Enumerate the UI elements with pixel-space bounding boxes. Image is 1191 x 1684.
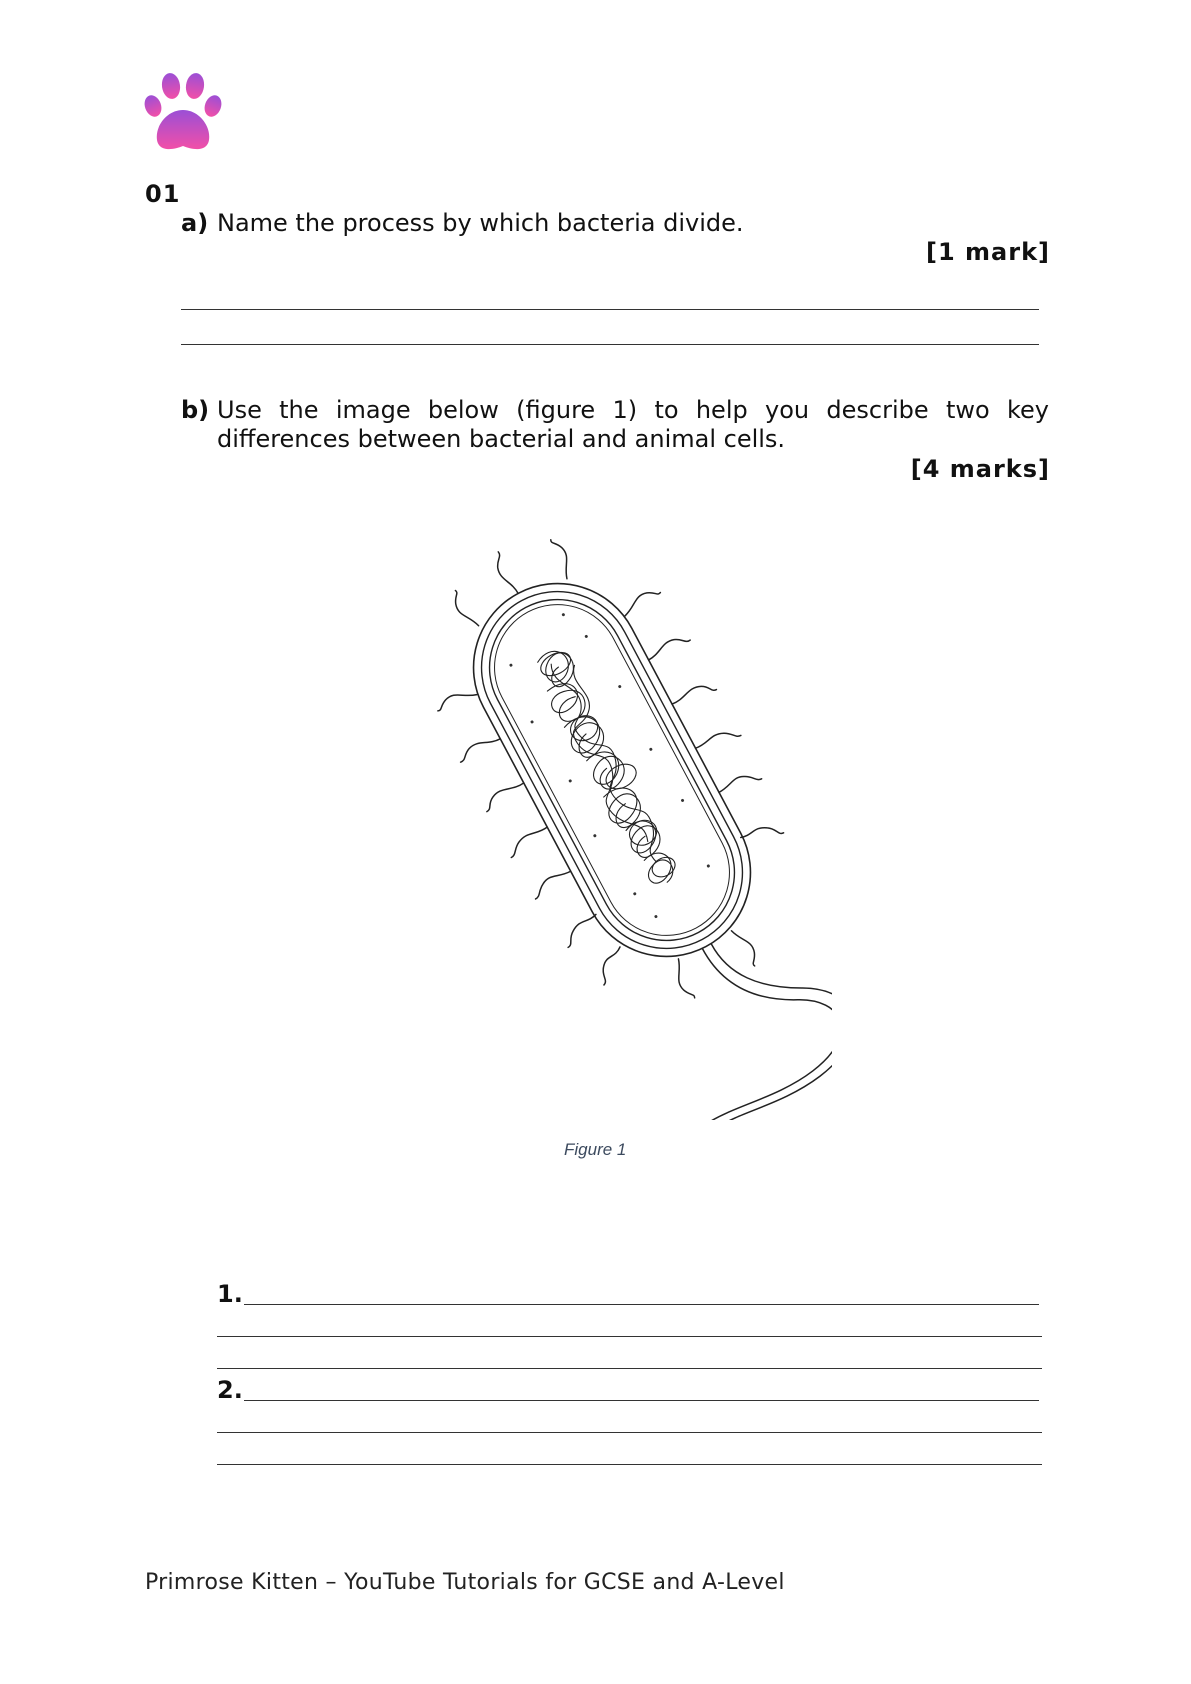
paw-print-logo-icon	[143, 70, 223, 154]
answer-line[interactable]	[217, 1336, 1042, 1337]
part-a-marks: [1 mark]	[926, 238, 1050, 266]
page-footer: Primrose Kitten – YouTube Tutorials for GCSE and A-Level	[145, 1570, 785, 1595]
answer-line[interactable]	[181, 344, 1039, 345]
answer-line[interactable]	[217, 1368, 1042, 1369]
answer-label-2: 2.	[217, 1376, 243, 1404]
part-a-letter: a)	[181, 209, 209, 237]
answer-line[interactable]	[217, 1464, 1042, 1465]
bacterial-cell-figure	[432, 520, 832, 1120]
answer-line[interactable]	[244, 1304, 1039, 1305]
question-number: 01	[145, 180, 181, 208]
answer-line[interactable]	[217, 1432, 1042, 1433]
nucleoid	[528, 642, 689, 892]
part-b-marks: [4 marks]	[910, 455, 1050, 483]
part-a-text: Name the process by which bacteria divide.	[217, 209, 744, 237]
cell-body	[432, 520, 832, 1120]
answer-label-1: 1.	[217, 1280, 243, 1308]
answer-line[interactable]	[181, 309, 1039, 310]
answer-line[interactable]	[244, 1400, 1039, 1401]
question-part-a	[181, 209, 1049, 238]
part-b-text: Use the image below (figure 1) to help you describe two key differences between bacterial and animal cells.	[217, 396, 1049, 453]
part-b-letter: b)	[181, 396, 210, 424]
question-part-b	[181, 396, 1049, 454]
figure-caption: Figure 1	[564, 1140, 627, 1159]
ribosomes	[492, 604, 726, 927]
flagellum	[599, 901, 832, 1120]
